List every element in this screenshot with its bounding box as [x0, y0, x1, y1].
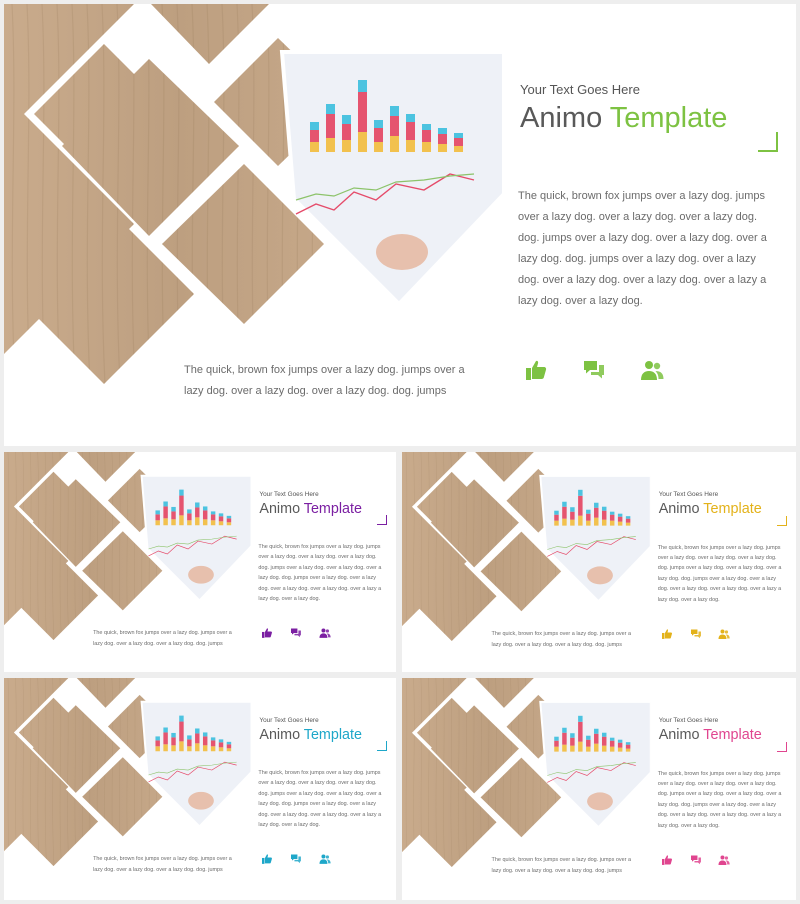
slide-artwork — [402, 678, 651, 877]
thumbs-up-icon — [524, 358, 548, 382]
icon-row — [261, 853, 330, 865]
users-icon — [718, 854, 730, 866]
body-paragraph-bottom: The quick, brown fox jumps over a lazy dog. jumps over a lazy dog. over a lazy dog. over a lazy dog. dog. jumps — [184, 364, 465, 397]
body-paragraph-right: The quick, brown fox jumps over a lazy dog. jumps over a lazy dog. over a lazy dog. over a lazy dog. dog. jumps over a lazy dog. over a lazy dog. over a lazy dog. dog. jumps over a lazy dog. over a lazy dog. over a lazy dog. over a lazy dog. over a lazy a lazy dog. over a lazy dog. — [258, 544, 382, 603]
slide-pink — [402, 678, 796, 900]
slide-yellow — [402, 452, 796, 672]
chat-bubbles-icon — [290, 627, 302, 639]
slide-blue — [4, 678, 396, 900]
thumbs-up-icon — [261, 853, 273, 865]
slide-title — [259, 501, 362, 517]
slide-title — [520, 102, 727, 135]
body-paragraph-bottom: The quick, brown fox jumps over a lazy dog. jumps over a lazy dog. over a lazy dog. over a lazy dog. dog. jumps — [93, 630, 232, 647]
icon-row — [261, 627, 330, 639]
icon-row — [661, 854, 731, 866]
title-main-word: Animo — [658, 500, 704, 517]
title-corner-bracket — [377, 741, 387, 751]
title-corner-bracket — [758, 132, 778, 152]
body-paragraph-bottom: The quick, brown fox jumps over a lazy dog. jumps over a lazy dog. over a lazy dog. over a lazy dog. dog. jumps — [93, 856, 232, 873]
chat-bubbles-icon — [690, 854, 702, 866]
title-corner-bracket — [377, 515, 387, 525]
title-corner-bracket — [777, 516, 787, 526]
icon-row — [524, 358, 664, 382]
title-corner-bracket — [777, 742, 787, 752]
title-main-word: Animo — [658, 726, 704, 743]
title-main-word: Animo — [520, 102, 610, 134]
title-accent-word: Template — [303, 500, 362, 517]
slide-artwork — [4, 4, 504, 404]
slide-subtitle: Your Text Goes Here — [658, 490, 719, 498]
slide-artwork — [402, 452, 651, 651]
slide-purple — [4, 452, 396, 672]
body-paragraph-right: The quick, brown fox jumps over a lazy dog. jumps over a lazy dog. over a lazy dog. over a lazy dog. dog. jumps over a lazy dog. over a lazy dog. over a lazy dog. dog. jumps over a lazy dog. over a lazy dog. over a lazy dog. over a lazy dog. over a lazy a lazy dog. over a lazy dog. — [657, 544, 782, 603]
body-paragraph-right: The quick, brown fox jumps over a lazy dog. jumps over a lazy dog. over a lazy dog. over a lazy dog. dog. jumps over a lazy dog. over a lazy dog. over a lazy dog. dog. jumps over a lazy dog. over a lazy dog. over a lazy dog. over a lazy dog. over a lazy a lazy dog. over a lazy dog. — [258, 770, 382, 829]
slide-artwork — [4, 678, 251, 876]
slide-subtitle: Your Text Goes Here — [259, 490, 319, 498]
title-accent-word: Template — [303, 726, 362, 743]
slide-subtitle: Your Text Goes Here — [259, 716, 319, 724]
title-accent-word: Template — [703, 726, 762, 743]
title-accent-word: Template — [703, 500, 762, 517]
slide-main — [4, 4, 796, 446]
slide-subtitle: Your Text Goes Here — [658, 716, 719, 724]
chat-bubbles-icon — [690, 628, 702, 640]
title-main-word: Animo — [259, 500, 304, 517]
chat-bubbles-icon — [290, 853, 302, 865]
body-paragraph-bottom: The quick, brown fox jumps over a lazy dog. jumps over a lazy dog. over a lazy dog. over a lazy dog. dog. jumps — [491, 857, 632, 874]
users-icon — [718, 628, 730, 640]
users-icon — [640, 358, 664, 382]
body-paragraph-right: The quick, brown fox jumps over a lazy dog. jumps over a lazy dog. over a lazy dog. over a lazy dog. dog. jumps over a lazy dog. over a lazy dog. over a lazy dog. dog. jumps over a lazy dog. over a lazy dog. over a lazy dog. over a lazy dog. over a lazy a lazy dog. over a lazy dog. — [518, 190, 767, 307]
title-main-word: Animo — [259, 726, 304, 743]
chat-bubbles-icon — [582, 358, 606, 382]
slide-title — [259, 727, 362, 743]
thumbs-up-icon — [261, 627, 273, 639]
body-paragraph-bottom: The quick, brown fox jumps over a lazy dog. jumps over a lazy dog. over a lazy dog. over a lazy dog. dog. jumps — [491, 631, 632, 648]
body-paragraph-right: The quick, brown fox jumps over a lazy dog. jumps over a lazy dog. over a lazy dog. over a lazy dog. dog. jumps over a lazy dog. over a lazy dog. over a lazy dog. dog. jumps over a lazy dog. over a lazy dog. over a lazy dog. over a lazy dog. over a lazy a lazy dog. over a lazy dog. — [657, 770, 782, 829]
users-icon — [319, 627, 331, 639]
thumbs-up-icon — [661, 628, 673, 640]
slide-title — [659, 727, 762, 743]
thumbs-up-icon — [661, 854, 673, 866]
users-icon — [319, 853, 331, 865]
slide-artwork — [4, 452, 251, 650]
slide-subtitle: Your Text Goes Here — [520, 82, 640, 97]
icon-row — [661, 628, 731, 640]
title-accent-word: Template — [609, 102, 728, 134]
slide-title — [659, 501, 762, 517]
